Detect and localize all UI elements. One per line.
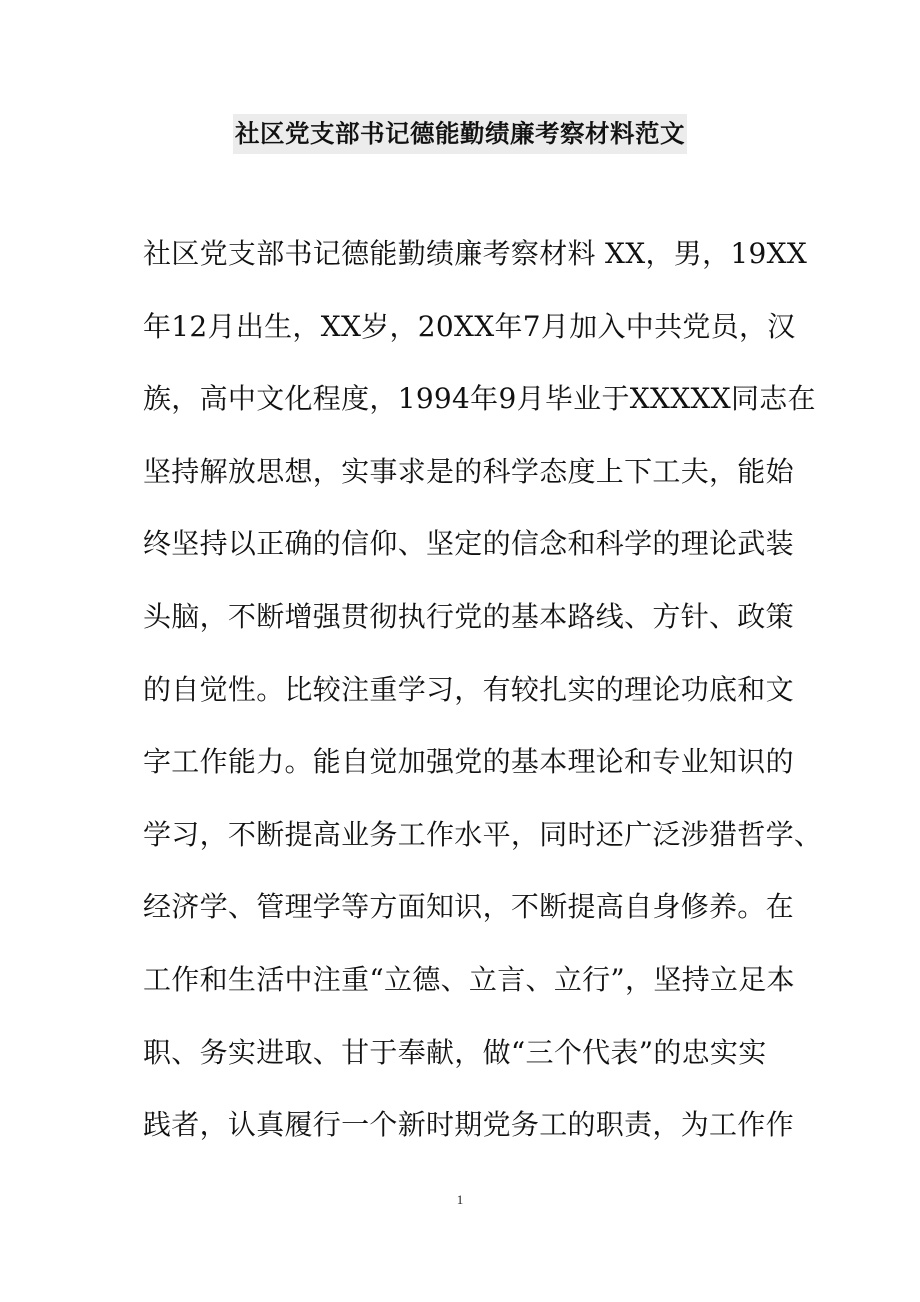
body-line: 工作和生活中注重“立德、立言、立行”，坚持立足本 bbox=[143, 962, 795, 996]
body-line: 践者，认真履行一个新时期党务工的职责，为工作作 bbox=[143, 1108, 794, 1142]
body-line: 族，高中文化程度，1994年9月毕业于XXXXX同志在 bbox=[143, 382, 816, 416]
body-text bbox=[143, 232, 823, 1176]
body-line: 经济学、管理学等方面知识，不断提高自身修养。在 bbox=[143, 890, 794, 924]
body-line: 学习，不断提高业务工作水平，同时还广泛涉猎哲学、 bbox=[143, 817, 823, 851]
body-line: 职、务实进取、甘于奉献，做“三个代表”的忠实实 bbox=[143, 1035, 767, 1069]
title-container bbox=[0, 114, 920, 154]
body-line: 头脑，不断增强贯彻执行党的基本路线、方针、政策 bbox=[143, 599, 794, 633]
document-title: 社区党支部书记德能勤绩廉考察材料范文 bbox=[233, 114, 687, 154]
body-line: 字工作能力。能自觉加强党的基本理论和专业知识的 bbox=[143, 745, 794, 779]
body-line: 的自觉性。比较注重学习，有较扎实的理论功底和文 bbox=[143, 672, 794, 706]
body-line: 年12月出生，XX岁，20XX年7月加入中共党员，汉 bbox=[143, 309, 796, 343]
body-line: 坚持解放思想，实事求是的科学态度上下工夫，能始 bbox=[143, 454, 794, 488]
page-number: 1 bbox=[456, 1192, 464, 1207]
body-line: 社区党支部书记德能勤绩廉考察材料 XX，男，19XX bbox=[143, 237, 808, 270]
body-line: 终坚持以正确的信仰、坚定的信念和科学的理论武装 bbox=[143, 527, 794, 561]
